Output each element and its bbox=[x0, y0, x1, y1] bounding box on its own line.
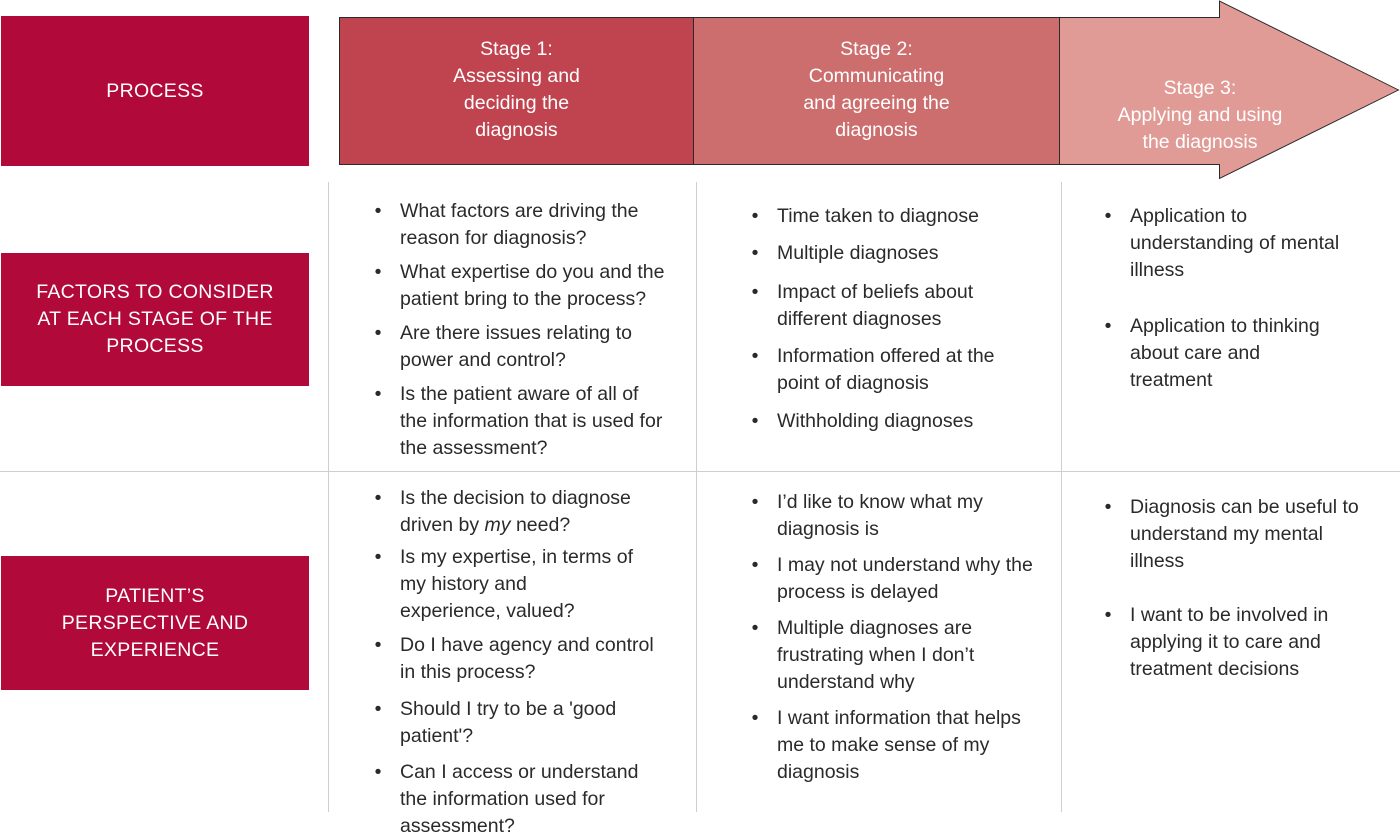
list-item bbox=[1102, 313, 1392, 394]
list-item bbox=[749, 408, 1054, 435]
column-divider-3 bbox=[1061, 182, 1062, 812]
column-divider-2 bbox=[696, 182, 697, 812]
list-item bbox=[749, 343, 1054, 397]
list-item-text: Information offered at the point of diagnosis bbox=[777, 345, 995, 394]
factors-stage-3 bbox=[1102, 203, 1392, 394]
stage-3-title: Stage 3: Applying and using the diagnosis bbox=[1117, 77, 1283, 153]
list-item-text: Do I have agency and control in this process? bbox=[400, 634, 654, 683]
list-item bbox=[749, 240, 1054, 267]
bullet-icon: • bbox=[1104, 315, 1112, 337]
bullet-icon: • bbox=[374, 761, 382, 783]
bullet-icon: • bbox=[751, 491, 759, 513]
patient-stage-3 bbox=[1102, 494, 1392, 683]
list-item bbox=[372, 696, 692, 750]
list-item-text: I want to be involved in applying it to care and treatment decisions bbox=[1130, 604, 1329, 680]
factors-stage-1 bbox=[372, 198, 692, 462]
bullet-icon: • bbox=[374, 383, 382, 405]
list-item bbox=[1102, 494, 1392, 575]
list-item-text: I want information that helps me to make sense of my diagnosis bbox=[777, 707, 1021, 783]
bullet-icon: • bbox=[1104, 604, 1112, 626]
bullet-icon: • bbox=[751, 242, 759, 264]
process-label-text: PROCESS bbox=[106, 79, 204, 102]
list-item-text: What factors are driving the reason for diagnosis? bbox=[400, 200, 639, 249]
bullet-icon: • bbox=[374, 200, 382, 222]
list-item-text: Should I try to be a 'good patient'? bbox=[400, 698, 617, 747]
list-item-text: Multiple diagnoses are frustrating when I don’t understand why bbox=[777, 617, 975, 693]
list-item bbox=[372, 632, 692, 686]
list-item bbox=[372, 544, 692, 625]
stage-1-title: Stage 1: Assessing and deciding the diagnosis bbox=[453, 38, 580, 141]
list-item-text: Time taken to diagnose bbox=[777, 205, 979, 227]
bullet-icon: • bbox=[1104, 496, 1112, 518]
list-item bbox=[372, 381, 692, 462]
list-item bbox=[749, 615, 1054, 696]
list-item-text: Application to understanding of mental illness bbox=[1130, 205, 1340, 281]
row-divider bbox=[0, 471, 1400, 472]
patient-stage-2 bbox=[749, 489, 1054, 786]
list-item-text: Impact of beliefs about different diagnoses bbox=[777, 281, 974, 330]
list-item-text: Is my expertise, in terms of my history and experience, valued? bbox=[400, 546, 633, 622]
factors-label bbox=[1, 253, 309, 386]
bullet-icon: • bbox=[1104, 205, 1112, 227]
bullet-icon: • bbox=[751, 410, 759, 432]
list-item-text: Multiple diagnoses bbox=[777, 242, 939, 264]
patient-stage-1 bbox=[372, 485, 692, 840]
bullet-icon: • bbox=[374, 487, 382, 509]
list-item-text: Application to thinking about care and treatment bbox=[1130, 315, 1320, 391]
bullet-icon: • bbox=[751, 707, 759, 729]
bullet-icon: • bbox=[374, 546, 382, 568]
list-item-text: Are there issues relating to power and control? bbox=[400, 322, 632, 371]
list-item-text: I’d like to know what my diagnosis is bbox=[777, 491, 983, 540]
list-item-text: What expertise do you and the patient bring to the process? bbox=[400, 261, 665, 310]
list-item-text: I may not understand why the process is delayed bbox=[777, 554, 1033, 603]
list-item bbox=[749, 489, 1054, 543]
bullet-icon: • bbox=[751, 281, 759, 303]
list-item bbox=[749, 705, 1054, 786]
list-item bbox=[372, 485, 692, 539]
list-item-text: Diagnosis can be useful to understand my mental illness bbox=[1130, 496, 1359, 572]
bullet-icon: • bbox=[374, 322, 382, 344]
bullet-icon: • bbox=[374, 261, 382, 283]
stage-2-title: Stage 2: Communicating and agreeing the diagnosis bbox=[803, 38, 950, 141]
factors-label-text: FACTORS TO CONSIDER AT EACH STAGE OF THE PROCESS bbox=[36, 281, 274, 357]
patient-perspective-label bbox=[1, 556, 309, 690]
bullet-icon: • bbox=[751, 345, 759, 367]
list-item bbox=[372, 759, 692, 840]
list-item-text: need? bbox=[510, 514, 571, 536]
list-item-text: Is the patient aware of all of the information that is used for the assessment? bbox=[400, 383, 663, 459]
list-item bbox=[1102, 602, 1392, 683]
list-item-text: Is the decision to diagnose driven by bbox=[400, 487, 631, 536]
list-item bbox=[749, 552, 1054, 606]
bullet-icon: • bbox=[374, 698, 382, 720]
list-item-text: Withholding diagnoses bbox=[777, 410, 974, 432]
list-item bbox=[372, 259, 692, 313]
bullet-icon: • bbox=[751, 617, 759, 639]
list-item-text: Can I access or understand the information used for assessment? bbox=[400, 761, 639, 837]
emphasis-text: my bbox=[484, 514, 511, 536]
bullet-icon: • bbox=[374, 634, 382, 656]
column-divider-1 bbox=[328, 182, 329, 812]
bullet-icon: • bbox=[751, 205, 759, 227]
factors-stage-2 bbox=[749, 203, 1054, 435]
list-item bbox=[749, 279, 1054, 333]
list-item bbox=[749, 203, 1054, 230]
list-item bbox=[1102, 203, 1392, 284]
bullet-icon: • bbox=[751, 554, 759, 576]
list-item bbox=[372, 198, 692, 252]
list-item bbox=[372, 320, 692, 374]
patient-perspective-label-text: PATIENT’S PERSPECTIVE AND EXPERIENCE bbox=[61, 584, 249, 661]
